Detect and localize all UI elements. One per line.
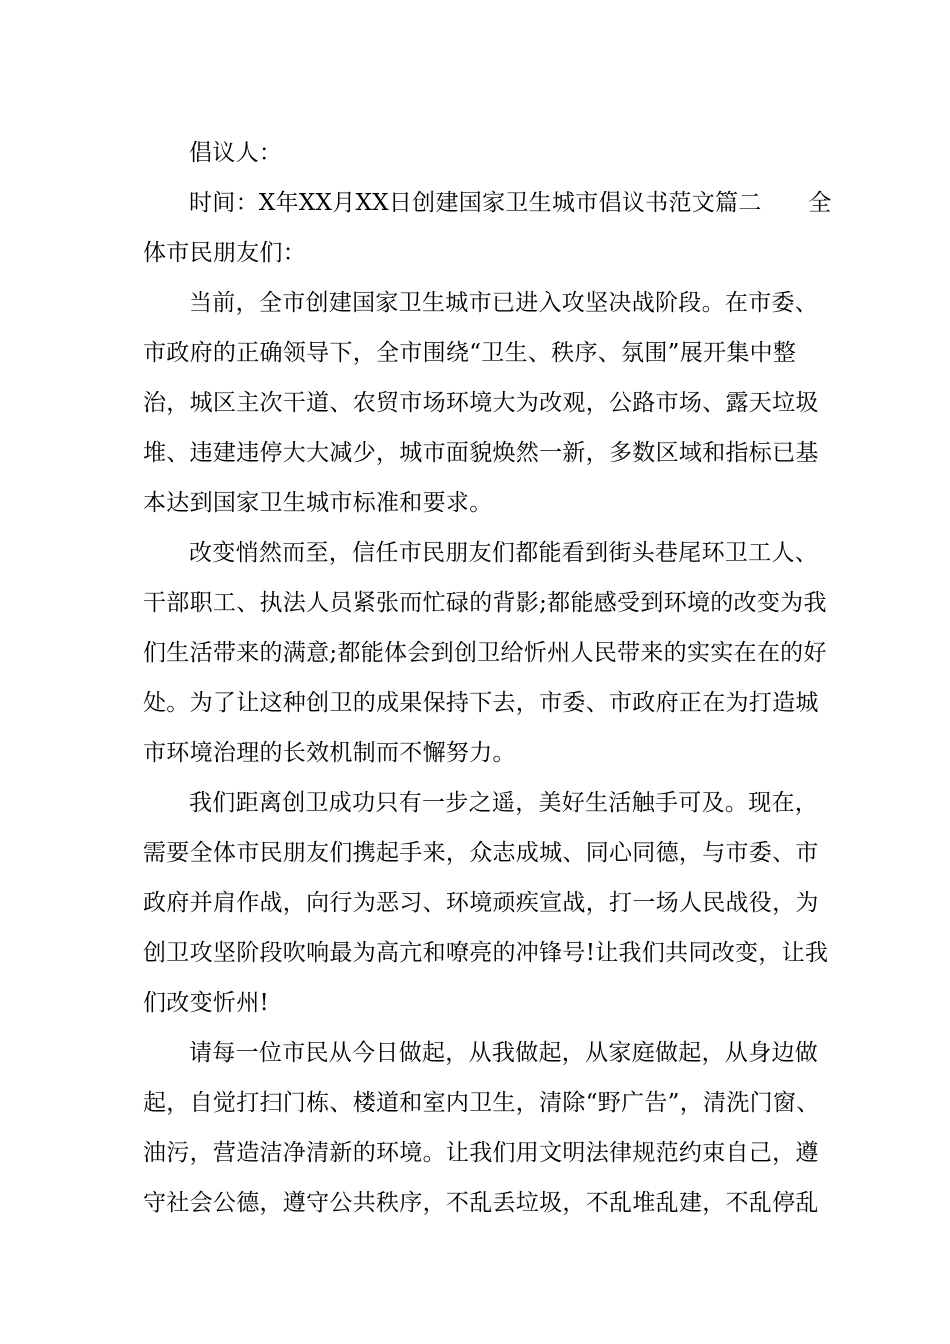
text-line: 堆、违建违停大大减少，城市面貌焕然一新，多数区域和指标已基 <box>143 440 819 466</box>
paragraph-request <box>143 1028 833 1228</box>
text-line: 们改变忻州! <box>143 990 270 1016</box>
text-line: 政府并肩作战，向行为恶习、环境顽疾宣战，打一场人民战役，为 <box>143 890 819 916</box>
text-line: 体市民朋友们： <box>143 240 307 266</box>
text-line: 守社会公德，遵守公共秩序，不乱丢垃圾，不乱堆乱建，不乱停乱 <box>143 1190 819 1216</box>
text-line: 需要全体市民朋友们携起手来，众志成城、同心同德，与市委、市 <box>143 840 819 866</box>
text-line: 我们距离创卫成功只有一步之遥，美好生活触手可及。现在， <box>189 790 819 816</box>
text-line: 时间：X年XX月XX日创建国家卫生城市倡议书范文篇二 全 <box>189 190 832 216</box>
text-line: 市环境治理的长效机制而不懈努力。 <box>143 740 516 766</box>
text-line: 当前，全市创建国家卫生城市已进入攻坚决战阶段。在市委、 <box>189 290 819 316</box>
paragraph-proposer <box>143 128 833 178</box>
text-line: 油污，营造洁净清新的环境。让我们用文明法律规范约束自己，遵 <box>143 1140 819 1166</box>
text-line: 倡议人： <box>189 140 283 166</box>
paragraph-current-stage <box>143 278 833 528</box>
text-line: 创卫攻坚阶段吹响最为高亢和嘹亮的冲锋号!让我们共同改变，让我 <box>143 940 829 966</box>
paragraph-one-step <box>143 778 833 1028</box>
text-line: 改变悄然而至，信任市民朋友们都能看到街头巷尾环卫工人、 <box>189 540 819 566</box>
paragraph-time <box>143 178 833 278</box>
paragraph-change <box>143 528 833 778</box>
text-line: 本达到国家卫生城市标准和要求。 <box>143 490 493 516</box>
text-line: 请每一位市民从今日做起，从我做起，从家庭做起，从身边做 <box>189 1040 819 1066</box>
text-line: 处。为了让这种创卫的成果保持下去，市委、市政府正在为打造城 <box>143 690 819 716</box>
text-line: 们生活带来的满意;都能体会到创卫给忻州人民带来的实实在在的好 <box>143 640 827 666</box>
text-line: 起，自觉打扫门栋、楼道和室内卫生，清除“野广告”，清洗门窗、 <box>143 1090 820 1116</box>
text-line: 治，城区主次干道、农贸市场环境大为改观，公路市场、露天垃圾 <box>143 390 819 416</box>
document-body <box>143 128 833 1228</box>
text-line: 干部职工、执法人员紧张而忙碌的背影;都能感受到环境的改变为我 <box>143 590 827 616</box>
text-line: 市政府的正确领导下，全市围绕“卫生、秩序、氛围”展开集中整 <box>143 340 797 366</box>
